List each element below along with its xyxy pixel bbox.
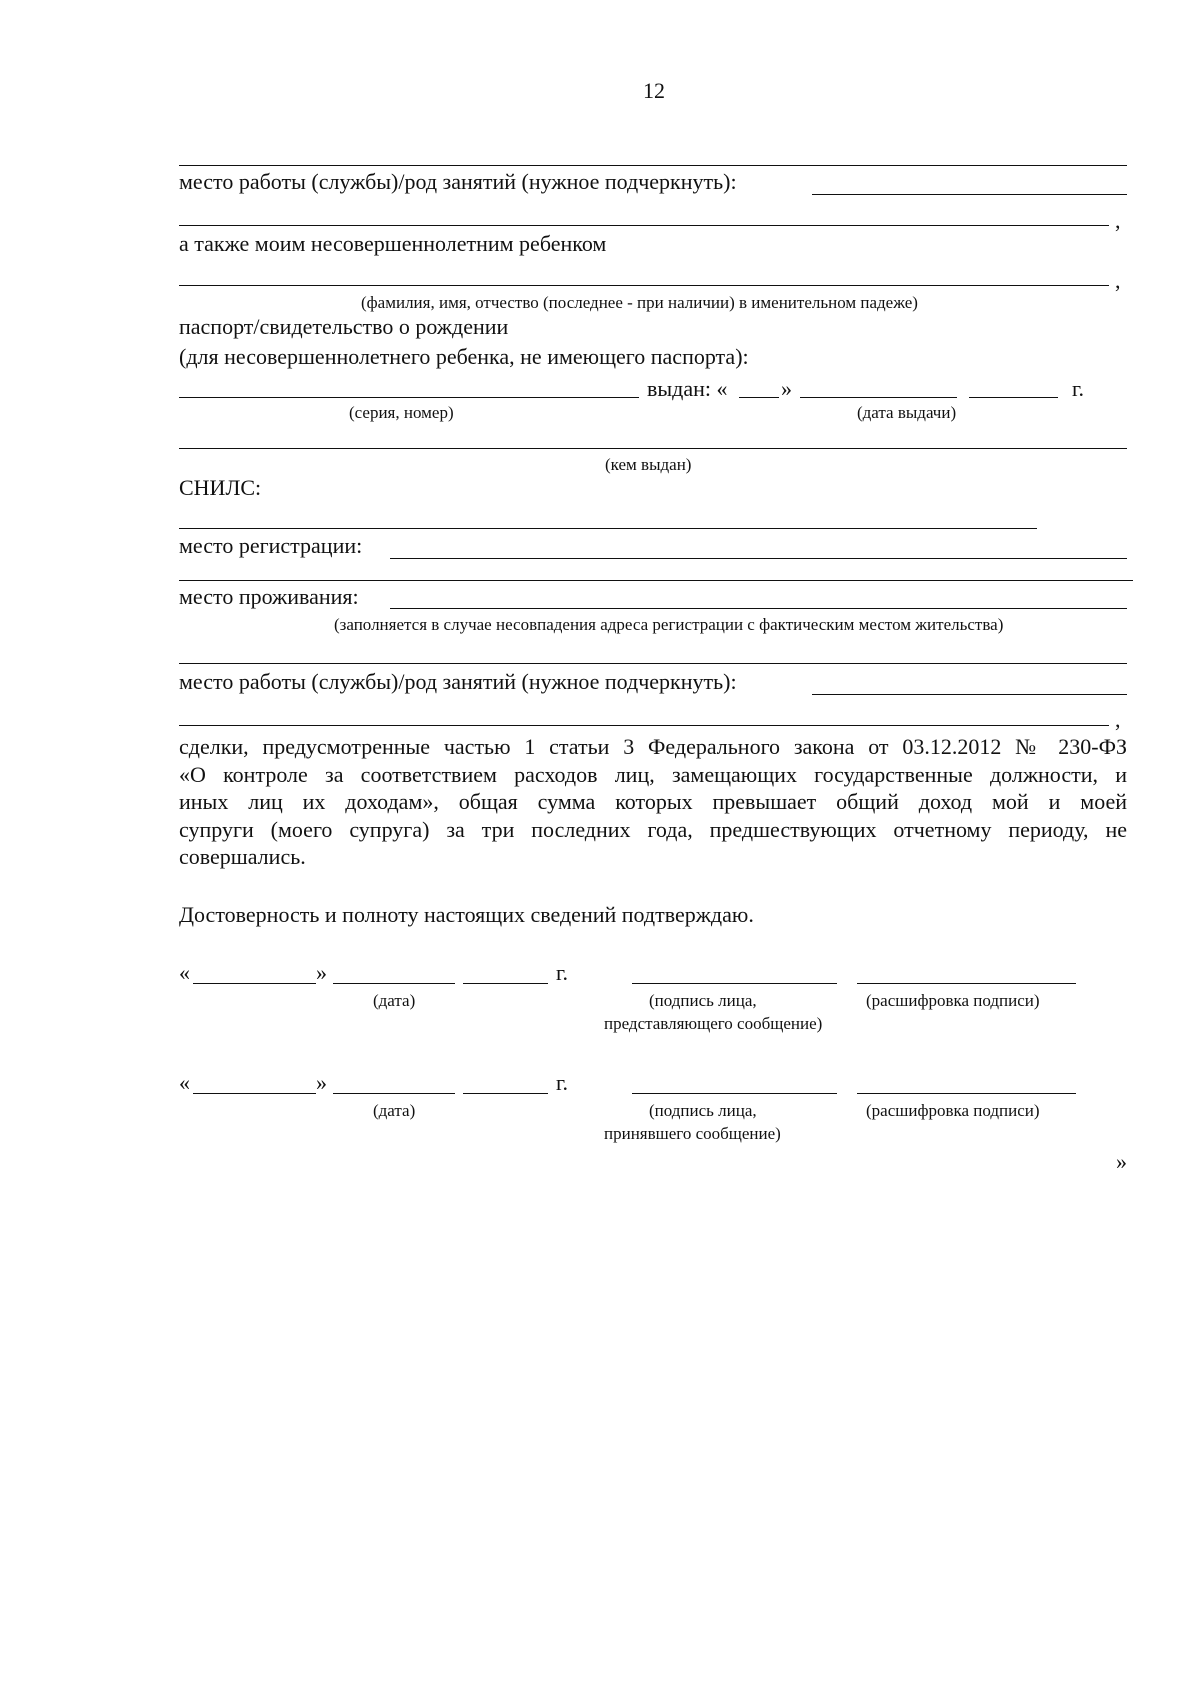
statement-line: иных лиц их доходам», общая сумма которых превышает общий доход мой и моей [179, 789, 1127, 815]
decode-hint: (расшифровка подписи) [866, 1101, 1040, 1120]
date-close-quote: » [316, 960, 327, 985]
year-suffix: г. [556, 960, 569, 985]
year-suffix: г. [556, 1070, 569, 1095]
receiver-decode-field[interactable] [857, 1093, 1076, 1094]
residence-label: место проживания: [179, 584, 359, 609]
residence-hint: (заполняется в случае несовпадения адреса регистрации с фактическим местом жительства) [334, 615, 1004, 634]
statement-line: супруги (моего супруга) за три последних года, предшествующих отчетному периоду, не [179, 816, 1127, 842]
series-hint: (серия, номер) [349, 403, 454, 422]
statement-line: «О контроле за соответствием расходов лиц, замещающих государственные должности, и [179, 761, 1127, 787]
closing-quote: » [1116, 1149, 1127, 1174]
issue-day-field[interactable] [739, 397, 779, 398]
receiver-signature-field[interactable] [632, 1093, 837, 1094]
receiver-signature-hint: принявшего сообщение) [604, 1124, 781, 1143]
issued-by-field[interactable] [179, 448, 1127, 449]
confirmation-text: Достоверность и полноту настоящих сведений подтверждаю. [179, 902, 754, 927]
issued-label: выдан: « [647, 376, 728, 401]
minor-child-label: а также моим несовершеннолетним ребенком [179, 231, 607, 256]
work-place-label: место работы (службы)/род занятий (нужное подчеркнуть): [179, 169, 737, 194]
issue-year-field[interactable] [969, 397, 1058, 398]
presenter-signature-hint: представляющего сообщение) [604, 1014, 823, 1033]
comma: , [1115, 208, 1121, 233]
passport-note: (для несовершеннолетнего ребенка, не имеющего паспорта): [179, 344, 749, 369]
passport-label: паспорт/свидетельство о рождении [179, 314, 509, 339]
fio-hint: (фамилия, имя, отчество (последнее - при наличии) в именительном падеже) [361, 293, 918, 312]
sign-month-field[interactable] [333, 1093, 455, 1094]
presenter-signature-hint: (подпись лица, [649, 991, 757, 1010]
work-place-field[interactable] [812, 694, 1127, 695]
statement-line: совершались. [179, 844, 306, 870]
date-open-quote: « [179, 960, 190, 985]
statement-line: сделки, предусмотренные частью 1 статьи 3 Федерального закона от 03.12.2012 № 230-ФЗ [179, 734, 1127, 759]
presenter-signature-field[interactable] [632, 983, 837, 984]
registration-continuation-field[interactable] [179, 580, 1133, 581]
work-place-continuation-field[interactable] [179, 725, 1109, 726]
statement-paragraph [179, 733, 1127, 871]
work-place-label: место работы (службы)/род занятий (нужное подчеркнуть): [179, 669, 737, 694]
issued-close-quote: » [781, 376, 792, 401]
issued-by-hint: (кем выдан) [605, 455, 692, 474]
page-number: 12 [643, 78, 665, 103]
registration-label: место регистрации: [179, 533, 363, 558]
work-place-field[interactable] [812, 194, 1127, 195]
snils-label: СНИЛС: [179, 475, 262, 500]
comma: , [1115, 268, 1121, 293]
decode-hint: (расшифровка подписи) [866, 991, 1040, 1010]
snils-field[interactable] [179, 528, 1037, 529]
child-fio-field[interactable] [179, 285, 1109, 286]
work-place-continuation-field[interactable] [179, 225, 1109, 226]
date-open-quote: « [179, 1070, 190, 1095]
date-close-quote: » [316, 1070, 327, 1095]
residence-continuation-field[interactable] [179, 663, 1127, 664]
blank-line [179, 165, 1127, 166]
issue-month-field[interactable] [800, 397, 957, 398]
sign-day-field[interactable] [193, 1093, 316, 1094]
sign-month-field[interactable] [333, 983, 455, 984]
passport-series-field[interactable] [179, 397, 639, 398]
comma: , [1115, 707, 1121, 732]
sign-year-field[interactable] [463, 1093, 548, 1094]
registration-field[interactable] [390, 558, 1127, 559]
issue-date-hint: (дата выдачи) [857, 403, 957, 422]
residence-field[interactable] [390, 608, 1127, 609]
receiver-signature-hint: (подпись лица, [649, 1101, 757, 1120]
presenter-decode-field[interactable] [857, 983, 1076, 984]
sign-day-field[interactable] [193, 983, 316, 984]
date-hint: (дата) [373, 991, 416, 1010]
sign-year-field[interactable] [463, 983, 548, 984]
date-hint: (дата) [373, 1101, 416, 1120]
year-suffix: г. [1072, 376, 1085, 401]
